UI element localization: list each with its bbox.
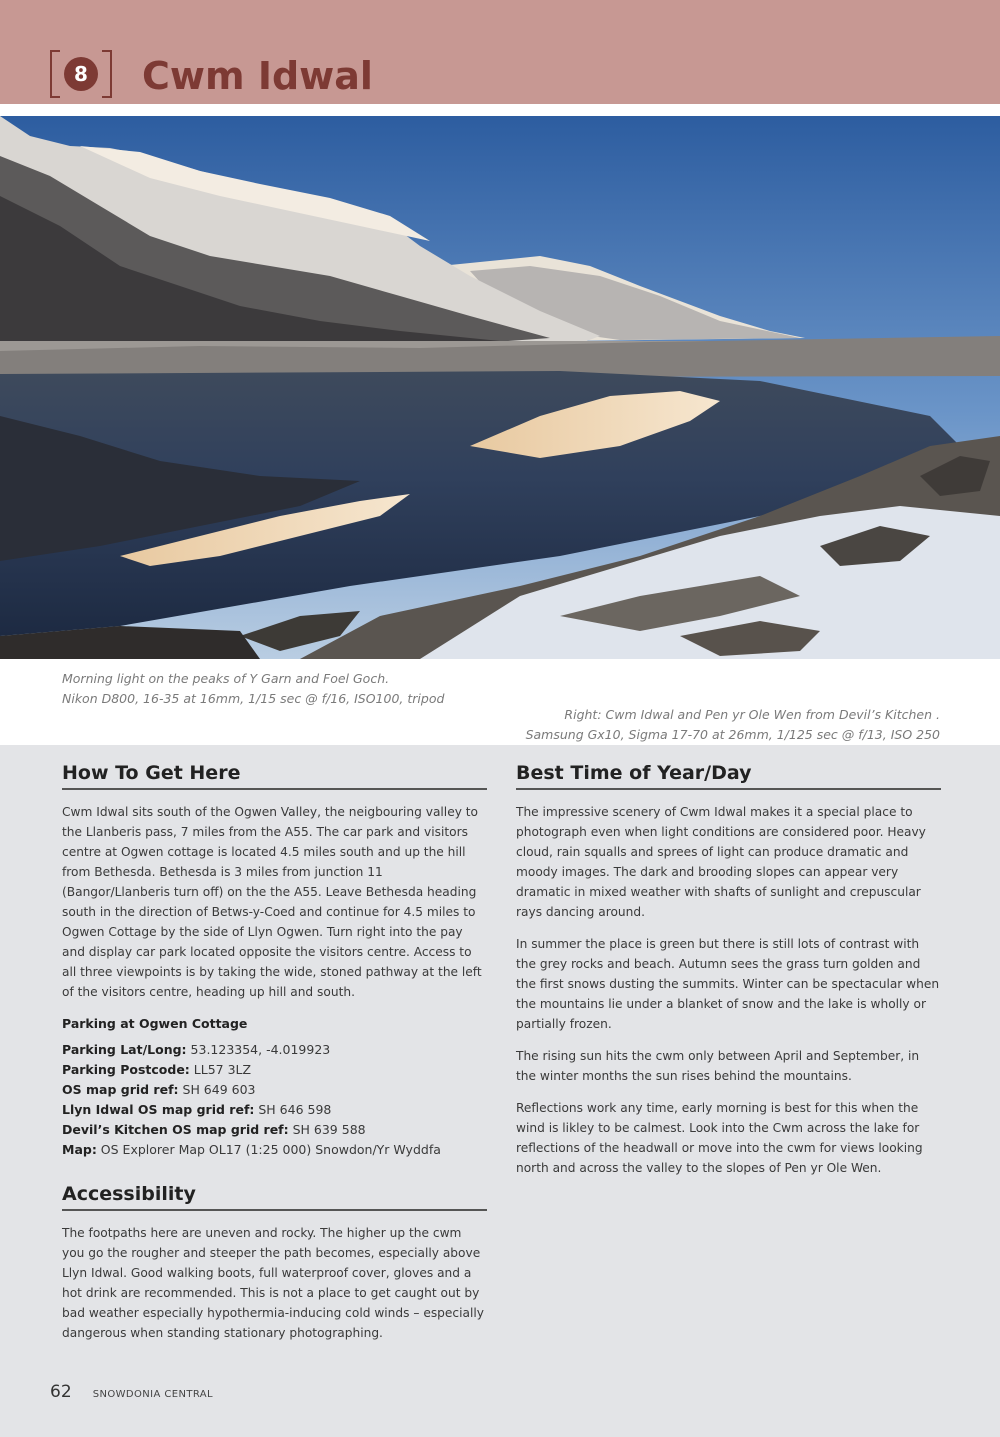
info-row-lat-long: [62, 1040, 487, 1060]
best-time-paragraph: In summer the place is green but there is still lots of contrast with the grey rocks and beach. Autumn sees the grass turn golden and the first snows dusting the summits. Winter can be spectacular when the mountains lie under a blanket of snow and the lake is wholly or partially frozen.: [516, 937, 940, 1031]
info-row-devils-kitchen: [62, 1120, 487, 1140]
info-row-os-grid: [62, 1080, 487, 1100]
caption-right-line2: Samsung Gx10, Sigma 17-70 at 26mm, 1/125 sec @ f/13, ISO 250: [525, 727, 940, 742]
info-value: SH 646 598: [254, 1102, 332, 1117]
best-time-heading: Best Time of Year/Day: [516, 761, 941, 790]
info-row-map: [62, 1140, 487, 1160]
info-label: Parking Postcode:: [62, 1062, 190, 1077]
info-value: LL57 3LZ: [189, 1062, 252, 1077]
info-label: OS map grid ref:: [62, 1082, 179, 1097]
page-title: Cwm Idwal: [142, 54, 373, 98]
bracket-left-icon: [50, 50, 60, 98]
best-time-paragraph: Reflections work any time, early morning is best for this when the wind is likley to be calmest. Look into the Cwm across the lake for reflections of the headwall or move into the cwm for views looking north and across the valley to the slopes of Pen yr Ole Wen.: [516, 1101, 923, 1175]
info-label: Parking Lat/Long:: [62, 1042, 187, 1057]
info-value: 53.123354, -4.019923: [186, 1042, 331, 1057]
info-row-postcode: [62, 1060, 487, 1080]
accessibility-text: The footpaths here are uneven and rocky. The higher up the cwm you go the rougher and steeper the path becomes, especially above Llyn Idwal. Good walking boots, full waterproof cover, gloves and a hot drink are recommended. This is not a place to get caught out by bad weather especially hypothermia-inducing cold winds – especially dangerous when standing stationary photographing.: [62, 1226, 484, 1340]
bracket-right-icon: [102, 50, 112, 98]
info-label: Map:: [62, 1142, 97, 1157]
left-column: [62, 761, 487, 1355]
info-value: OS Explorer Map OL17 (1:25 000) Snowdon/Yr Wyddfa: [96, 1142, 441, 1157]
caption-right-line1: Right: Cwm Idwal and Pen yr Ole Wen from Devil’s Kitchen .: [564, 707, 940, 722]
photo-captions: [0, 659, 1000, 745]
chapter-header: [0, 0, 1000, 110]
info-value: SH 639 588: [288, 1122, 366, 1137]
right-column: [516, 761, 941, 1190]
accessibility-heading: Accessibility: [62, 1182, 487, 1211]
info-value: SH 649 603: [178, 1082, 256, 1097]
caption-left-line1: Morning light on the peaks of Y Garn and Foel Goch.: [62, 671, 390, 686]
page-footer: [50, 1380, 213, 1404]
best-time-paragraph: The rising sun hits the cwm only between April and September, in the winter months the sun rises behind the mountains.: [516, 1049, 920, 1083]
photo-caption-right: [526, 705, 940, 745]
chapter-badge: [50, 50, 112, 98]
parking-heading: Parking at Ogwen Cottage: [62, 1016, 248, 1031]
info-row-llyn-idwal: [62, 1100, 487, 1120]
info-label: Llyn Idwal OS map grid ref:: [62, 1102, 255, 1117]
caption-left-line2: Nikon D800, 16-35 at 16mm, 1/15 sec @ f/16, ISO100, tripod: [62, 691, 445, 706]
landscape-photo: [0, 116, 1000, 659]
best-time-paragraph: The impressive scenery of Cwm Idwal makes it a special place to photograph even when light conditions are considered poor. Heavy cloud, rain squalls and sprees of light can produce dramatic and moody images. The dark and brooding slopes can appear very dramatic in mixed weather with shafts of sunlight and crepuscular rays dancing around.: [516, 805, 926, 919]
info-label: Devil’s Kitchen OS map grid ref:: [62, 1122, 289, 1137]
page-number: 62: [50, 1382, 72, 1402]
chapter-number: 8: [64, 57, 98, 91]
body-content: [0, 745, 1000, 1437]
how-to-get-here-text: Cwm Idwal sits south of the Ogwen Valley, the neigbouring valley to the Llanberis pass, 7 miles from the A55. The car park and visitors centre at Ogwen cottage is located 4.5 miles south and up the hill from Bethesda. Bethesda is 3 miles from junction 11 (Bangor/Llanberis turn off) on the the A55. Leave Bethesda heading south in the direction of Betws-y-Coed and continue for 4.5 miles to Ogwen Cottage by the side of Llyn Ogwen. Turn right into the pay and display car park located opposite the visitors centre. Access to all three viewpoints is by taking the wide, stoned pathway at the left of the visitors centre, heading up hill and south.: [62, 805, 482, 999]
how-to-get-here-heading: How To Get Here: [62, 761, 487, 790]
photo-caption-left: [62, 669, 444, 709]
section-name: SNOWDONIA CENTRAL: [92, 1389, 213, 1400]
